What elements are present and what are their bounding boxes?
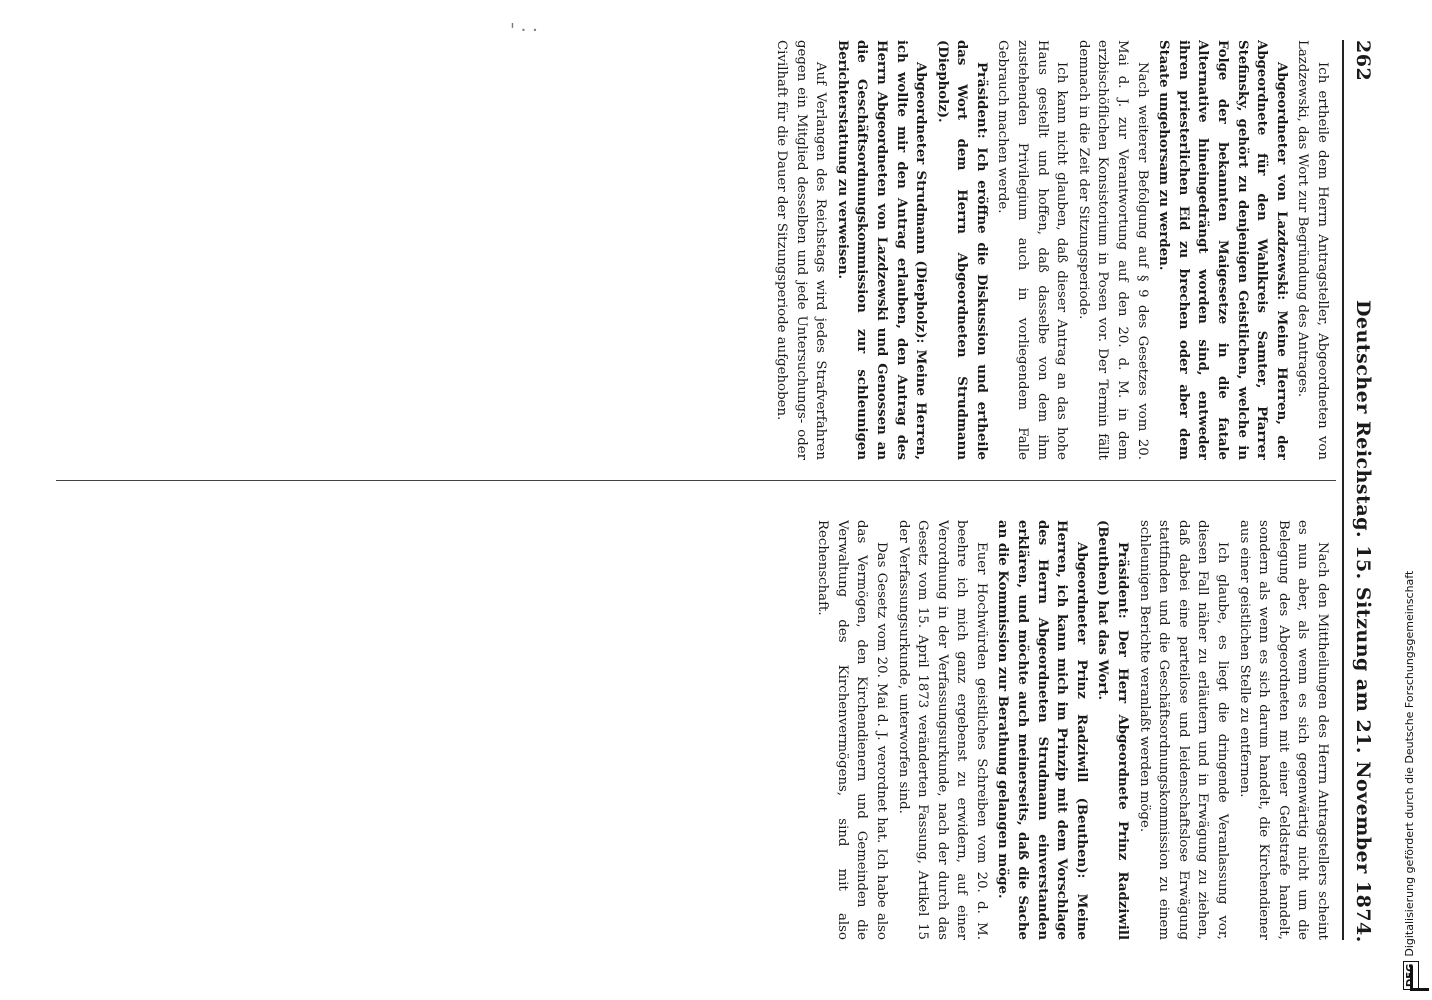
right-para: Nach den Mittheilungen des Herrn Antragstellers scheint es nun aber, als wenn es sich gegenwärtig nicht um die Belegung des Abgeordneten mit einer Geldstrafe handelt, sondern als wenn es sich darum handelt, die Kirchendiener aus einer geistlichen Stelle zu entfernen. (1236, 520, 1330, 940)
left-speaker-para: Abgeordneter Strudmann (Diepholz): Meine Herren, ich wollte mir den Antrag erlauben, den Antrag des Herrn Abgeordneten von Lazdzewski und Genossen an die Geschäftsordnungskommission zur schleunigen Berichterstattung zu verweisen. (834, 40, 929, 460)
left-para: Ich kann nicht glauben, daß dieser Antrag an das hohe Haus gestellt und hoffen, daß dasselbe von dem ihm zustehenden Privilegium auch in vorliegendem Falle Gebrauch machen werde. (995, 40, 1070, 460)
right-column (62, 520, 1332, 940)
left-para: Ich ertheile dem Herrn Antragsteller, Abgeordneten von Lazdzewski, das Wort zur Begründung des Antrages. (1295, 40, 1330, 460)
left-column (62, 40, 1332, 460)
left-para: Auf Verlangen des Reichstags wird jedes Strafverfahren gegen ein Mitglied desselben und jede Untersuchungs- oder Civilhaft für die Dauer der Sitzungsperiode aufgehoben. (773, 40, 829, 460)
left-para: Nach weiterer Befolgung auf § 9 des Gesetzes vom 20. Mai d. J. zur Verantwortung auf den 20. d. M. in dem erzbischöflichen Konsistorium in Posen vor. Der Termin fällt demnach in die Zeit der Sitzungsperiode. (1075, 40, 1150, 460)
scan-specks: ' · · (510, 20, 538, 41)
right-para: Euer Hochwürden geistliches Schreiben vom 20. d. M. beehre ich mich ganz ergebenst zu erwidern, auf einer Verordnung in der Verfassungsurkunde, nach der durch das Gesetz vom 15. April 1873 veränderten Fassung, Artikel 15 der Verfassungsurkunde, unterworfen sind. (895, 520, 989, 940)
dfg-logo-icon: DFG (1403, 961, 1419, 990)
left-speaker-para: Abgeordneter von Lazdzewski: Meine Herren, der Abgeordnete für den Wahlkreis Samter, Pfarrer Stefinsky, gehört zu denjenigen Geistlichen, welche in Folge der bekannten Maigesetze in die fatale Alternative hineingedrängt worden sind, entweder ihren priesterlichen Eid zu brechen oder aber dem Staate ungehorsam zu werden. (1156, 40, 1289, 460)
left-speaker-para: Präsident: Ich eröffne die Diskussion und ertheile das Wort dem Herrn Abgeordneten Strudmann (Diepholz). (934, 40, 989, 460)
right-speaker-para: Abgeordneter Prinz Radziwill (Beuthen): Meine Herren, ich kann mich im Prinzip mit dem Vorschlage des Herrn Abgeordneten Strudmann einverstanden erklären, und möchte auch meinerseits, daß die Sache an die Kommission zur Berathung gelangen möge. (995, 520, 1089, 940)
page-header (1344, 40, 1374, 943)
right-para: Das Gesetz vom 20. Mai d. J. verordnet hat. Ich habe also das Vermögen, den Kirchendienern und Gemeinden die Verwaltung des Kirchenvermögens, sind mit also Rechenschaft. (815, 520, 889, 940)
right-para: Ich glaube, es liegt die dringende Veranlassung vor, diesen Fall näher zu erläutern und in Erwägung zu ziehen, daß dabei eine parteilose und leidenschaftslose Erwägung stattfinden und die Geschäftsordnungskommission zu einem schleunigen Berichte veranlaßt werden möge. (1136, 520, 1231, 940)
page-number: 262 (1352, 40, 1374, 82)
column-divider (56, 480, 1336, 481)
dfg-stamp-text-wrap (1398, 560, 1422, 990)
scan-edge-mark (1410, 966, 1429, 991)
dfg-stamp (1398, 560, 1422, 990)
page-title: Deutscher Reichstag. 15. Sitzung am 21. November 1874. (1352, 300, 1374, 943)
right-speaker-para: Präsident: Der Herr Abgeordnete Prinz Radziwill (Beuthen) hat das Wort. (1095, 520, 1131, 940)
dfg-stamp-text: Digitalisierung gefördert durch die Deutsche Forschungsgemeinschaft (1403, 570, 1416, 957)
header-rule (1342, 40, 1344, 940)
